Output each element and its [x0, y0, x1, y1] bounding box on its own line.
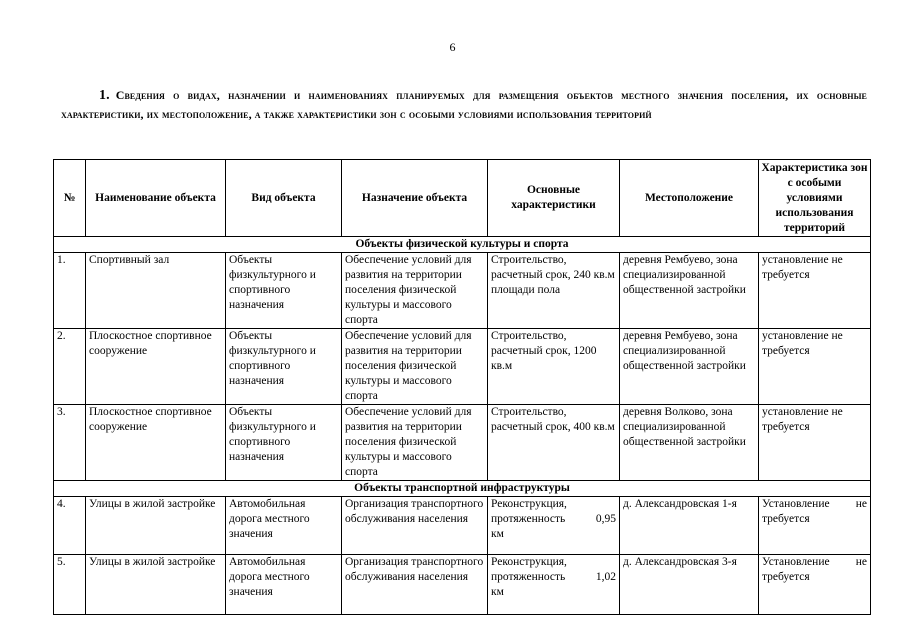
- table-row: [54, 329, 871, 405]
- cell-zones: установление не требуется: [759, 405, 871, 481]
- zones-word1: Установление: [762, 498, 830, 510]
- header-purpose: Назначение объекта: [342, 160, 488, 237]
- cell-zones: установление не требуется: [759, 253, 871, 329]
- cell-location: деревня Волково, зона специализированной общественной застройки: [620, 405, 759, 481]
- cell-name: Плоскостное спортивное сооружение: [86, 329, 226, 405]
- zones-word2: не: [855, 556, 867, 568]
- cell-num: 3.: [54, 405, 86, 481]
- characteristics-line2: [491, 570, 616, 585]
- header-num: №: [54, 160, 86, 237]
- cell-name: Спортивный зал: [86, 253, 226, 329]
- zones-rest: требуется: [762, 571, 810, 583]
- zones-word1: Установление: [762, 556, 830, 568]
- page-number: 6: [449, 40, 456, 54]
- cell-purpose: Обеспечение условий для развития на территории поселения физической культуры и массового спорта: [342, 253, 488, 329]
- characteristics-line1: Реконструкция,: [491, 556, 567, 568]
- cell-num: 4.: [54, 497, 86, 555]
- cell-purpose: Обеспечение условий для развития на территории поселения физической культуры и массового спорта: [342, 405, 488, 481]
- cell-type: Автомобильная дорога местного значения: [226, 497, 342, 555]
- planned-objects-table: [53, 159, 871, 615]
- cell-location: деревня Рембуево, зона специализированной общественной застройки: [620, 253, 759, 329]
- characteristics-unit: км: [491, 528, 504, 540]
- cell-type: Объекты физкультурного и спортивного назначения: [226, 253, 342, 329]
- cell-zones: установление не требуется: [759, 329, 871, 405]
- table-row: [54, 253, 871, 329]
- cell-purpose: Организация транспортного обслуживания населения: [342, 555, 488, 615]
- zones-line1: [762, 555, 867, 570]
- cell-zones: [759, 555, 871, 615]
- table-row: [54, 497, 871, 555]
- table-row: [54, 405, 871, 481]
- zones-rest: требуется: [762, 513, 810, 525]
- cell-type: Автомобильная дорога местного значения: [226, 555, 342, 615]
- cell-name: Улицы в жилой застройке: [86, 555, 226, 615]
- zones-line1: [762, 497, 867, 512]
- table-header-row: [54, 160, 871, 237]
- header-name: Наименование объекта: [86, 160, 226, 237]
- section-row-transport: [54, 481, 871, 497]
- header-type: Вид объекта: [226, 160, 342, 237]
- section-title: Объекты физической культуры и спорта: [54, 237, 871, 253]
- characteristics-label: протяженность: [491, 571, 566, 583]
- cell-purpose: Обеспечение условий для развития на территории поселения физической культуры и массового спорта: [342, 329, 488, 405]
- cell-characteristics: [488, 555, 620, 615]
- characteristics-value: 0,95: [595, 513, 616, 525]
- cell-characteristics: [488, 497, 620, 555]
- zones-word2: не: [855, 498, 867, 510]
- characteristics-line2: [491, 512, 616, 527]
- header-location: Местоположение: [620, 160, 759, 237]
- cell-name: Улицы в жилой застройке: [86, 497, 226, 555]
- cell-characteristics: Строительство, расчетный срок, 400 кв.м: [488, 405, 620, 481]
- cell-purpose: Организация транспортного обслуживания населения: [342, 497, 488, 555]
- header-characteristics: Основные характеристики: [488, 160, 620, 237]
- section-title: Объекты транспортной инфраструктуры: [54, 481, 871, 497]
- section-heading: [61, 86, 867, 124]
- cell-characteristics: Строительство, расчетный срок, 240 кв.м площади пола: [488, 253, 620, 329]
- cell-zones: [759, 497, 871, 555]
- cell-type: Объекты физкультурного и спортивного назначения: [226, 405, 342, 481]
- cell-num: 2.: [54, 329, 86, 405]
- cell-characteristics: Строительство, расчетный срок, 1200 кв.м: [488, 329, 620, 405]
- cell-type: Объекты физкультурного и спортивного назначения: [226, 329, 342, 405]
- characteristics-label: протяженность: [491, 513, 566, 525]
- heading-text: Сведения о видах, назначении и наименованиях планируемых для размещения объектов местного значения поселения, их основные характеристики, их местоположение, а также характеристики зон с особыми условиями использования территорий: [61, 88, 867, 121]
- characteristics-value: 1,02: [595, 571, 616, 583]
- cell-name: Плоскостное спортивное сооружение: [86, 405, 226, 481]
- section-row-sport: [54, 237, 871, 253]
- cell-location: д. Александровская 1-я: [620, 497, 759, 555]
- characteristics-unit: км: [491, 586, 504, 598]
- cell-num: 1.: [54, 253, 86, 329]
- characteristics-line1: Реконструкция,: [491, 498, 567, 510]
- cell-location: д. Александровская 3-я: [620, 555, 759, 615]
- header-zones: Характеристика зон с особыми условиями использования территорий: [759, 160, 871, 237]
- heading-number: 1.: [99, 88, 110, 103]
- cell-location: деревня Рембуево, зона специализированной общественной застройки: [620, 329, 759, 405]
- cell-num: 5.: [54, 555, 86, 615]
- table-row: [54, 555, 871, 615]
